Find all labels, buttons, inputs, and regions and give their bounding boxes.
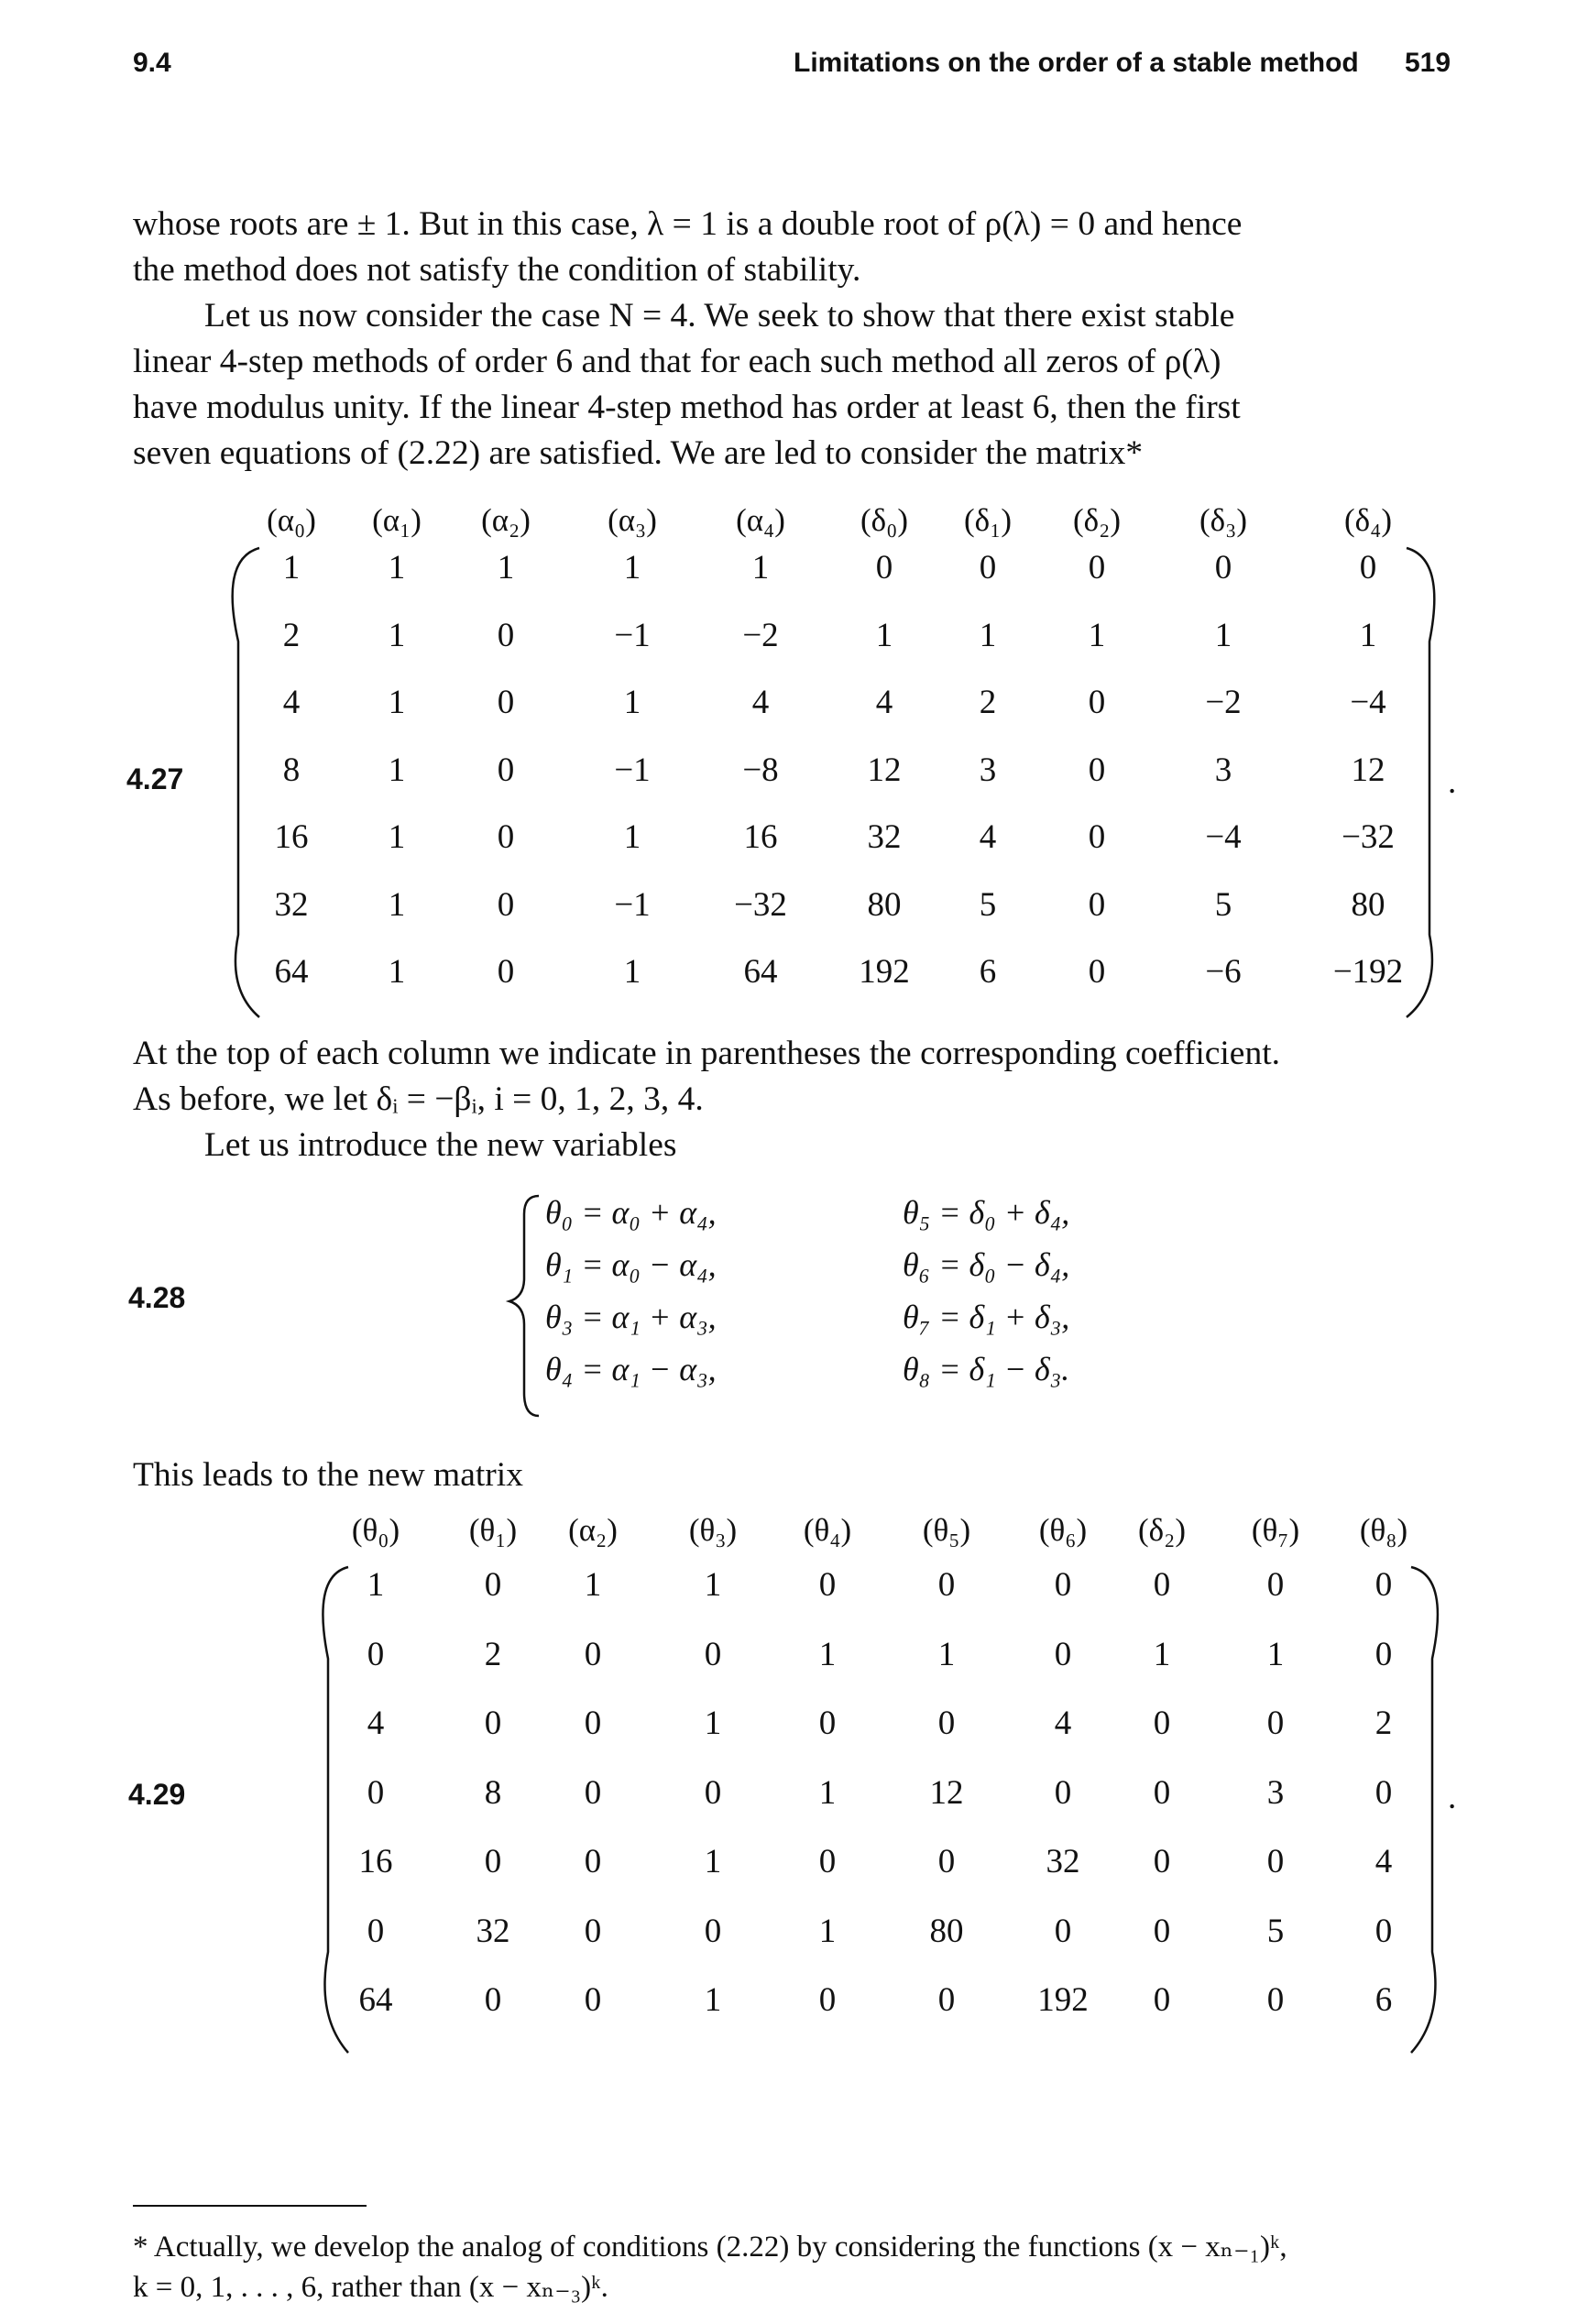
matrix-cell: 0 [1359, 549, 1377, 586]
matrix-cell: 0 [584, 1705, 602, 1742]
matrix-cell: −4 [1205, 818, 1242, 856]
text-line: Let us introduce the new variables [204, 1126, 677, 1164]
matrix-cell: −32 [1342, 818, 1395, 856]
matrix-cell: 0 [818, 1981, 837, 2019]
matrix-cell: −1 [614, 616, 651, 654]
column-header: (θ₆) [1038, 1512, 1088, 1548]
matrix-cell: 0 [1153, 1843, 1171, 1880]
matrix-cell: 4 [1054, 1705, 1072, 1742]
matrix-cell: 5 [979, 885, 997, 924]
equation-line: θ₅ = δ₀ + δ₄, [903, 1194, 1070, 1231]
matrix-cell: 1 [584, 1566, 602, 1604]
matrix-cell: 1 [623, 549, 641, 586]
matrix-cell: −6 [1205, 953, 1242, 991]
column-header: (α₁) [372, 502, 422, 538]
column-header: (θ₄) [803, 1512, 852, 1548]
equation-line: θ₀ = α₀ + α₄, [545, 1194, 717, 1231]
matrix-cell: 1 [623, 684, 641, 721]
matrix-cell: 0 [1088, 751, 1106, 789]
matrix-cell: 1 [388, 616, 406, 654]
matrix-cell: 0 [1054, 1912, 1072, 1950]
matrix-cell: 0 [584, 1981, 602, 2019]
column-header: (α₀) [267, 502, 316, 538]
matrix-cell: −1 [614, 885, 651, 924]
matrix-cell: 0 [818, 1843, 837, 1880]
matrix-cell: 0 [484, 1705, 502, 1742]
equation-label: 4.27 [126, 762, 184, 795]
left-brace [509, 1196, 539, 1416]
matrix-cell: 2 [282, 616, 301, 654]
text-line: the method does not satisfy the condition of stability. [133, 251, 861, 289]
matrix-cell: 32 [274, 885, 309, 924]
matrix-cell: −1 [614, 751, 651, 789]
matrix-cell: 1 [751, 549, 770, 586]
matrix-cell: 0 [1088, 885, 1106, 924]
matrix-cell: 0 [1266, 1843, 1285, 1880]
matrix-cell: 0 [704, 1912, 722, 1950]
matrix-cell: 16 [274, 818, 309, 856]
matrix-cell: 1 [1266, 1635, 1285, 1673]
matrix-cell: 1 [1359, 616, 1377, 654]
matrix-cell: 1 [388, 549, 406, 586]
matrix-cell: 3 [979, 751, 997, 789]
matrix-cell: 5 [1266, 1912, 1285, 1950]
matrix-cell: 0 [818, 1705, 837, 1742]
text-line: seven equations of (2.22) are satisfied. We are led to consider the matrix* [133, 434, 1144, 472]
matrix-cell: 0 [497, 953, 515, 991]
column-header: (θ₈) [1359, 1512, 1408, 1548]
matrix-cell: 4 [282, 684, 301, 721]
matrix-cell: 2 [979, 684, 997, 721]
matrix-cell: 2 [484, 1635, 502, 1673]
matrix-cell: 0 [979, 549, 997, 586]
equation-line: θ₈ = δ₁ − δ₃. [903, 1351, 1070, 1387]
matrix-cell: 0 [937, 1981, 956, 2019]
matrix-cell: 1 [1214, 616, 1232, 654]
matrix-cell: 1 [704, 1705, 722, 1742]
matrix-cell: 0 [818, 1566, 837, 1604]
matrix-cell: 0 [937, 1566, 956, 1604]
column-header: (α₄) [736, 502, 785, 538]
matrix-cell: 1 [282, 549, 301, 586]
matrix-cell: 80 [1351, 885, 1385, 924]
matrix-cell: 32 [476, 1912, 510, 1950]
matrix-cell: 192 [1037, 1981, 1089, 2019]
matrix-cell: 1 [1088, 616, 1106, 654]
text-line: As before, we let δᵢ = −βᵢ, i = 0, 1, 2, 3, 4. [133, 1080, 704, 1118]
page-number: 519 [1405, 48, 1451, 78]
equation-line: θ₃ = α₁ + α₃, [545, 1299, 717, 1335]
column-header: (θ₀) [351, 1512, 400, 1548]
section-number: 9.4 [133, 48, 171, 78]
column-header: (δ₄) [1343, 502, 1392, 538]
matrix-cell: −2 [742, 616, 779, 654]
matrix-cell: 8 [282, 751, 301, 789]
footnote-line: k = 0, 1, . . . , 6, rather than (x − xₙ₋₃)ᵏ. [133, 2271, 608, 2304]
matrix-cell: 1 [704, 1566, 722, 1604]
matrix-cell: 0 [484, 1981, 502, 2019]
matrix-cell: 0 [1088, 953, 1106, 991]
matrix-cell: 0 [497, 616, 515, 654]
matrix-cell: 1 [818, 1773, 837, 1812]
matrix-cell: 0 [937, 1843, 956, 1880]
matrix-cell: 0 [584, 1843, 602, 1880]
matrix-cell: 1 [875, 616, 893, 654]
text-line: Let us now consider the case N = 4. We seek to show that there exist stable [204, 297, 1235, 334]
matrix-cell: 32 [867, 818, 902, 856]
matrix-cell: 0 [1153, 1566, 1171, 1604]
equation-line: θ₆ = δ₀ − δ₄, [903, 1246, 1070, 1283]
matrix-cell: 0 [1266, 1981, 1285, 2019]
matrix-cell: 0 [1374, 1912, 1393, 1950]
matrix-cell: 1 [937, 1635, 956, 1673]
matrix-cell: 0 [497, 751, 515, 789]
left-paren [233, 548, 259, 1017]
matrix-cell: 80 [929, 1912, 964, 1950]
matrix-cell: 4 [751, 684, 770, 721]
matrix-cell: 1 [818, 1912, 837, 1950]
matrix-cell: 4 [979, 818, 997, 856]
matrix-cell: 0 [1266, 1705, 1285, 1742]
column-header: (δ₀) [860, 502, 908, 538]
matrix-cell: 0 [367, 1635, 385, 1673]
matrix-cell: 0 [584, 1635, 602, 1673]
column-header: (α₂) [481, 502, 531, 538]
matrix-cell: 0 [1266, 1566, 1285, 1604]
equation-line: θ₁ = α₀ − α₄, [545, 1246, 717, 1283]
column-header: (θ₃) [688, 1512, 738, 1548]
matrix-cell: 3 [1214, 751, 1232, 789]
matrix-cell: 1 [623, 818, 641, 856]
matrix-cell: 0 [584, 1912, 602, 1950]
matrix-cell: 0 [1153, 1912, 1171, 1950]
matrix-cell: 5 [1214, 885, 1232, 924]
matrix-cell: 1 [818, 1635, 837, 1673]
matrix-cell: 0 [497, 684, 515, 721]
matrix-cell: 6 [979, 953, 997, 991]
matrix-cell: −192 [1332, 953, 1404, 991]
matrix-cell: 12 [867, 751, 902, 789]
matrix-cell: 0 [1153, 1705, 1171, 1742]
matrix-cell: 1 [388, 751, 406, 789]
matrix-cell: 0 [1088, 549, 1106, 586]
matrix-cell: 1 [979, 616, 997, 654]
matrix-cell: 64 [274, 953, 309, 991]
footnote-line: * Actually, we develop the analog of conditions (2.22) by considering the functions (x − xₙ₋₁)ᵏ, [133, 2231, 1287, 2264]
matrix-cell: 64 [743, 953, 778, 991]
column-header: (δ₂) [1137, 1512, 1186, 1548]
matrix-cell: −8 [742, 751, 779, 789]
matrix-cell: 6 [1374, 1981, 1393, 2019]
column-header: (θ₁) [468, 1512, 518, 1548]
matrix-cell: 0 [1153, 1981, 1171, 2019]
matrix-cell: 1 [388, 818, 406, 856]
matrix-cell: 0 [497, 885, 515, 924]
matrix-cell: 64 [358, 1981, 393, 2019]
matrix-cell: 0 [1214, 549, 1232, 586]
matrix-cell: 1 [623, 953, 641, 991]
left-paren [323, 1567, 348, 2053]
matrix-cell: −2 [1205, 684, 1242, 721]
matrix-cell: 0 [367, 1912, 385, 1950]
matrix-cell: 0 [497, 818, 515, 856]
matrix-cell: 0 [484, 1843, 502, 1880]
matrix-cell: 0 [1054, 1773, 1072, 1812]
matrix-cell: 0 [1054, 1635, 1072, 1673]
matrix-cell: 0 [704, 1635, 722, 1673]
matrix-cell: 4 [875, 684, 893, 721]
column-header: (α₃) [608, 502, 657, 538]
matrix-cell: 4 [1374, 1843, 1393, 1880]
equation-line: θ₇ = δ₁ + δ₃, [903, 1299, 1070, 1335]
trailing-period: . [1448, 763, 1457, 801]
matrix-cell: 192 [859, 953, 910, 991]
text-line: linear 4-step methods of order 6 and that for each such method all zeros of ρ(λ) [133, 343, 1221, 380]
matrix-cell: 3 [1266, 1773, 1285, 1812]
column-header: (δ₃) [1199, 502, 1247, 538]
matrix-cell: 1 [704, 1843, 722, 1880]
matrix-cell: 1 [497, 549, 515, 586]
matrix-cell: 1 [1153, 1635, 1171, 1673]
matrix-cell: 32 [1046, 1843, 1080, 1880]
column-header: (θ₅) [922, 1512, 971, 1548]
matrix-cell: 1 [388, 684, 406, 721]
trailing-period: . [1448, 1779, 1457, 1816]
text-line: whose roots are ± 1. But in this case, λ = 1 is a double root of ρ(λ) = 0 and hence [133, 205, 1243, 243]
matrix-cell: 0 [484, 1566, 502, 1604]
matrix-cell: 0 [584, 1773, 602, 1812]
matrix-cell: 80 [867, 885, 902, 924]
equation-label: 4.29 [128, 1778, 186, 1811]
matrix-cell: 1 [704, 1981, 722, 2019]
matrix-cell: 4 [367, 1705, 385, 1742]
column-header: (α₂) [568, 1512, 618, 1548]
equation-line: θ₄ = α₁ − α₃, [545, 1351, 717, 1387]
matrix-cell: 0 [1374, 1635, 1393, 1673]
text-line: have modulus unity. If the linear 4-step method has order at least 6, then the first [133, 389, 1241, 426]
column-header: (δ₂) [1072, 502, 1121, 538]
matrix-cell: 0 [1088, 684, 1106, 721]
matrix-cell: 16 [358, 1843, 393, 1880]
matrix-cell: 0 [704, 1773, 722, 1812]
text-line: This leads to the new matrix [133, 1456, 523, 1494]
matrix-cell: 0 [367, 1773, 385, 1812]
text-line: At the top of each column we indicate in parentheses the corresponding coefficient. [133, 1035, 1280, 1072]
matrix-cell: 0 [1088, 818, 1106, 856]
matrix-cell: −32 [734, 885, 787, 924]
running-title: Limitations on the order of a stable method [794, 48, 1359, 78]
matrix-cell: 0 [1374, 1773, 1393, 1812]
equation-label-4-28: 4.28 [128, 1281, 186, 1314]
matrix-cell: 0 [1153, 1773, 1171, 1812]
matrix-cell: 1 [388, 885, 406, 924]
matrix-cell: 16 [743, 818, 778, 856]
matrix-cell: 1 [367, 1566, 385, 1604]
matrix-cell: −4 [1350, 684, 1386, 721]
right-paren [1411, 1567, 1438, 2053]
matrix-cell: 0 [937, 1705, 956, 1742]
matrix-cell: 12 [1351, 751, 1385, 789]
matrix-cell: 1 [388, 953, 406, 991]
matrix-cell: 12 [929, 1773, 964, 1812]
column-header: (θ₇) [1251, 1512, 1300, 1548]
matrix-cell: 8 [484, 1773, 502, 1812]
right-paren [1407, 548, 1434, 1017]
matrix-cell: 0 [1054, 1566, 1072, 1604]
matrix-cell: 0 [1374, 1566, 1393, 1604]
matrix-cell: 2 [1374, 1705, 1393, 1742]
column-header: (δ₁) [963, 502, 1012, 538]
matrix-cell: 0 [875, 549, 893, 586]
